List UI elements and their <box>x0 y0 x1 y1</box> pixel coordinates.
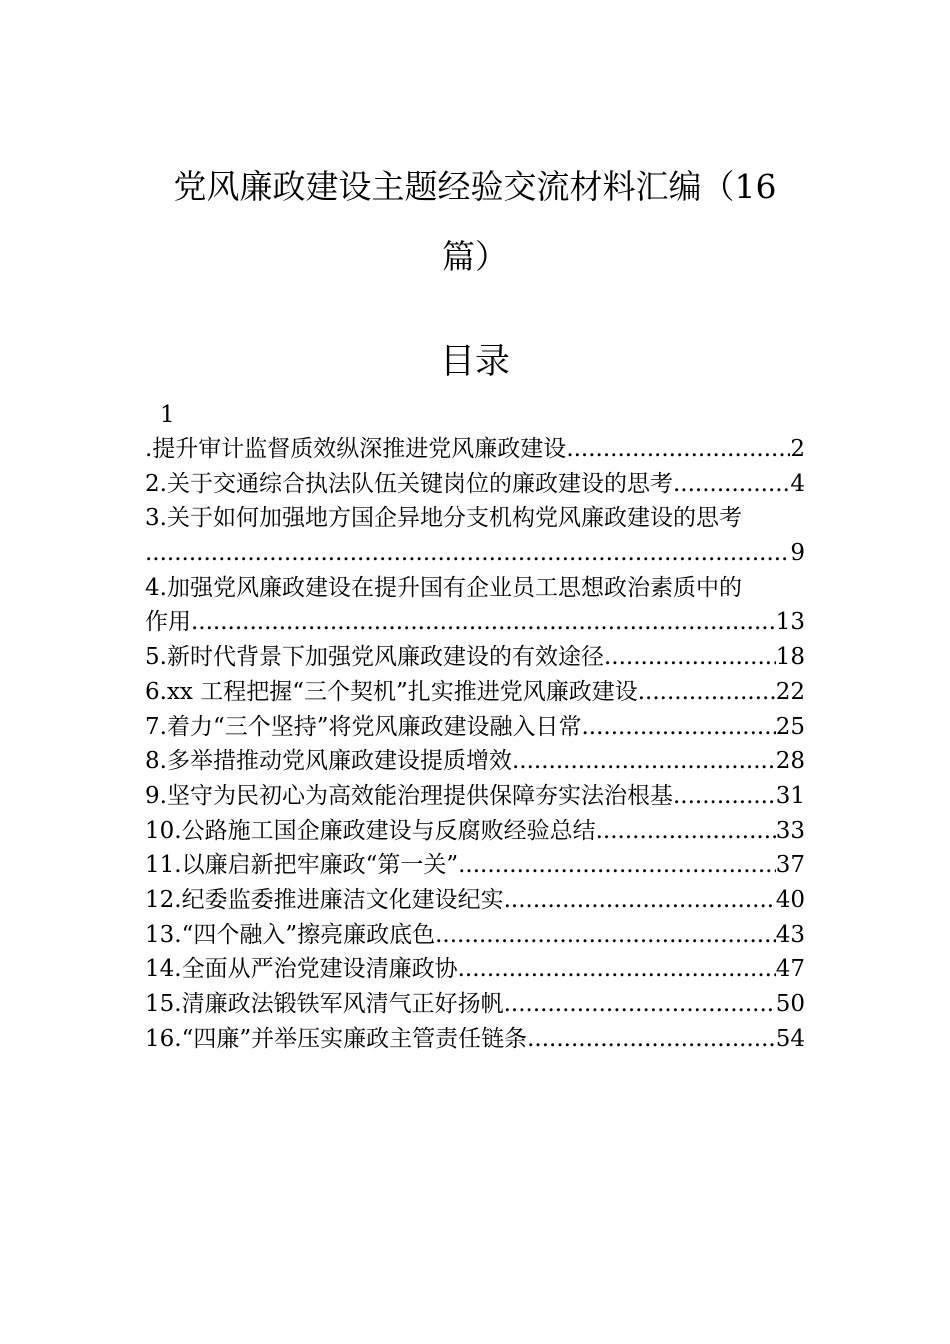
toc-entry-text: 作用 <box>145 609 191 636</box>
toc-entry-text: 7.着力“三个坚持”将党风廉政建设融入日常 <box>145 713 582 740</box>
toc-entry-3-line-1[interactable]: 3.关于如何加强地方国企异地分支机构党风廉政建设的思考 <box>145 505 742 532</box>
toc-entry-text: 15.清廉政法锻铁军风清气正好扬帆 <box>145 991 504 1017</box>
dot-leader <box>435 918 776 953</box>
toc-page-number: 4 <box>790 470 805 497</box>
toc-page-number: 40 <box>775 886 805 913</box>
toc-entry-text: .提升审计监督质效纵深推进党风廉政建设 <box>145 436 567 462</box>
dot-leader <box>145 536 790 571</box>
toc-entry-4-line-1[interactable]: 4.加强党风廉政建设在提升国有企业员工思想政治素质中的 <box>145 574 742 601</box>
toc-entry-1[interactable] <box>145 432 805 467</box>
toc-page-number: 43 <box>775 921 805 948</box>
document-title-line-2: 篇） <box>442 237 508 276</box>
toc-page-number: 9 <box>790 540 805 567</box>
toc-entry-text: 16.“四廉”并举压实廉政主管责任链条 <box>145 1025 528 1052</box>
dot-leader <box>581 710 775 745</box>
dot-leader <box>504 987 776 1022</box>
dot-leader <box>596 814 776 849</box>
toc-entry-text: 9.坚守为民初心为高效能治理提供保障夯实法治根基 <box>145 782 673 809</box>
toc-page-number: 22 <box>775 678 805 705</box>
toc-page-number: 13 <box>775 609 805 636</box>
toc-entry-7[interactable] <box>145 710 805 745</box>
toc-entry-text: 10.公路施工国企廉政建设与反腐败经验总结 <box>145 817 596 844</box>
toc-page-number: 33 <box>775 817 805 844</box>
toc-entry-14[interactable] <box>145 952 805 987</box>
toc-entry-11[interactable] <box>145 848 805 883</box>
toc-entry-3[interactable] <box>145 536 805 571</box>
dot-leader <box>458 848 776 883</box>
document-title-line-1: 党风廉政建设主题经验交流材料汇编（16 <box>173 167 777 206</box>
dot-leader <box>673 467 790 502</box>
toc-entry-15[interactable] <box>145 987 805 1022</box>
table-of-contents <box>145 398 805 1056</box>
dot-leader <box>604 640 776 675</box>
toc-entry-6[interactable] <box>145 675 805 710</box>
toc-page-number: 18 <box>775 644 805 671</box>
toc-page-number: 54 <box>775 1025 805 1052</box>
toc-page-number: 47 <box>775 956 805 983</box>
toc-page-number: 37 <box>775 852 805 879</box>
toc-entry-2[interactable] <box>145 467 805 502</box>
toc-entry-4[interactable] <box>145 605 805 640</box>
toc-entry-8[interactable] <box>145 744 805 779</box>
toc-entry-text: 6.xx 工程把握“三个契机”扎实推进党风廉政建设 <box>145 678 638 705</box>
dot-leader <box>527 1022 776 1057</box>
dot-leader <box>566 432 790 467</box>
toc-entry-9[interactable] <box>145 779 805 814</box>
toc-page-number: 28 <box>775 748 805 775</box>
dot-leader <box>673 779 776 814</box>
toc-entry-text: 12.纪委监委推进廉洁文化建设纪实 <box>145 886 504 913</box>
toc-entry-text: 14.全面从严治党建设清廉政协 <box>145 956 458 983</box>
toc-entry-text: 5.新时代背景下加强党风廉政建设的有效途径 <box>145 644 604 671</box>
toc-heading: 目录 <box>439 342 510 382</box>
toc-entry-10[interactable] <box>145 814 805 849</box>
toc-entry-text: 11.以廉启新把牢廉政“第一关” <box>145 852 459 879</box>
toc-page-number: 2 <box>790 436 805 462</box>
toc-entry-13[interactable] <box>145 918 805 953</box>
toc-entry-text: 2.关于交通综合执法队伍关键岗位的廉政建设的思考 <box>145 470 673 497</box>
toc-entry-5[interactable] <box>145 640 805 675</box>
toc-page-number: 25 <box>775 713 805 740</box>
dot-leader <box>512 744 776 779</box>
toc-page-number: 31 <box>775 782 805 809</box>
toc-entry-1-number: 1 <box>160 402 175 428</box>
toc-entry-16[interactable] <box>145 1022 805 1057</box>
dot-leader <box>504 883 776 918</box>
toc-page-number: 50 <box>775 991 805 1017</box>
toc-entry-text: 8.多举措推动党风廉政建设提质增效 <box>145 748 512 775</box>
dot-leader <box>458 952 776 987</box>
dot-leader <box>638 675 776 710</box>
toc-entry-text: 13.“四个融入”擦亮廉政底色 <box>145 921 436 948</box>
dot-leader <box>191 605 776 640</box>
toc-entry-12[interactable] <box>145 883 805 918</box>
document-title <box>140 152 810 292</box>
